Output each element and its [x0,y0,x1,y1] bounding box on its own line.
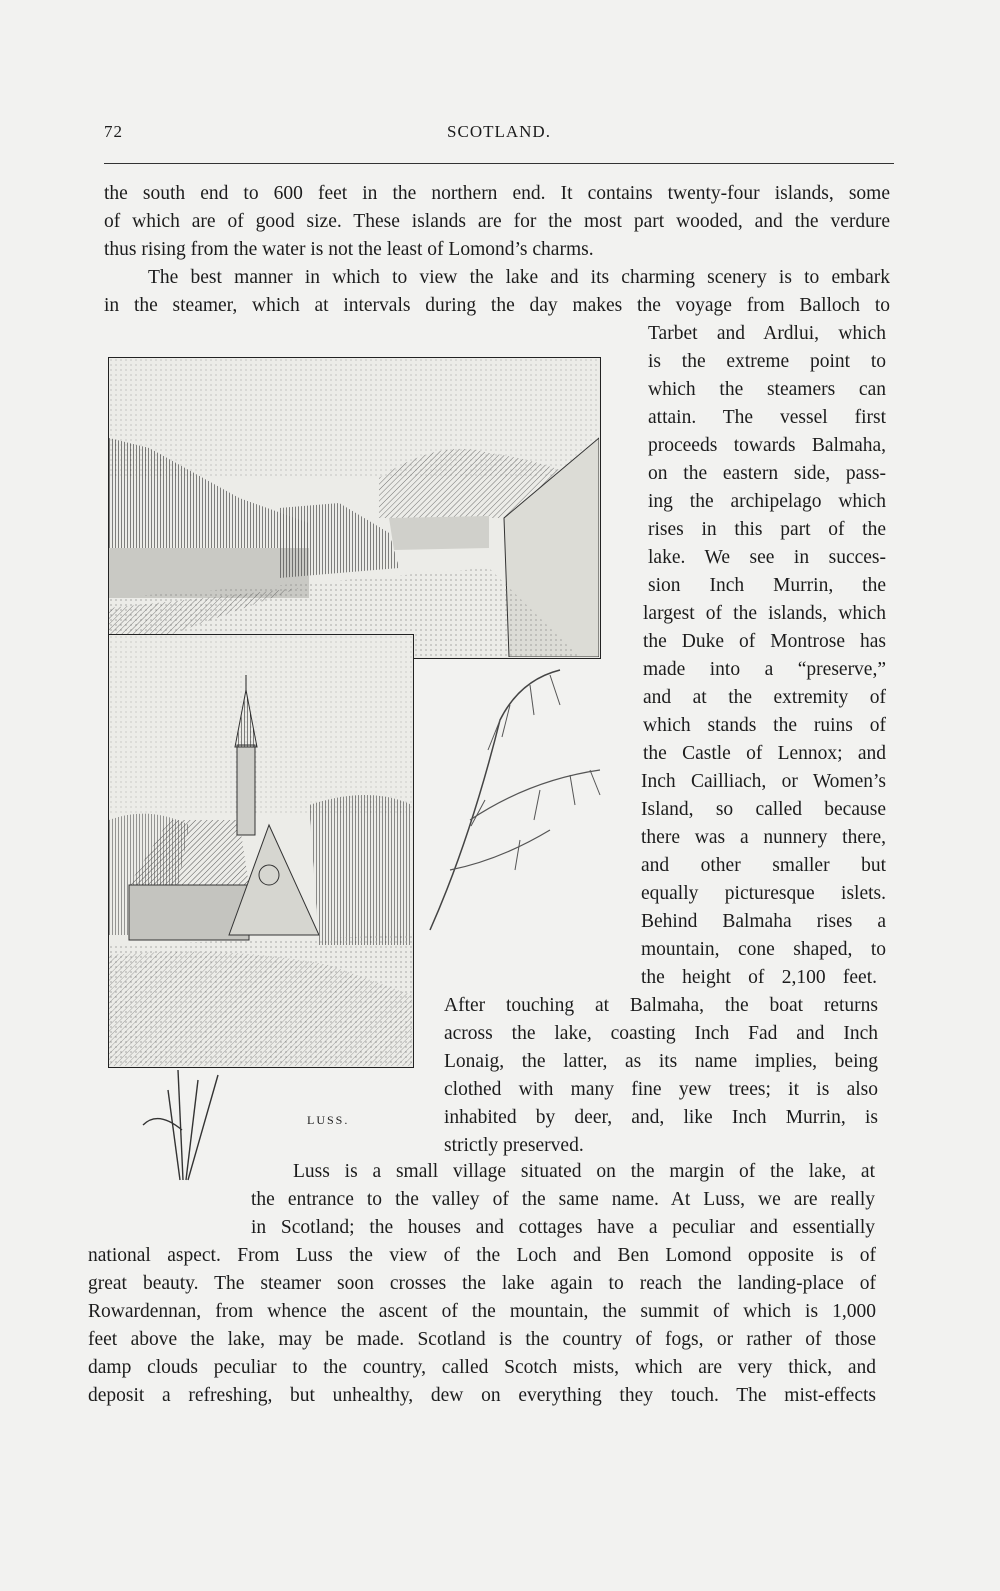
text-line: is the extreme point to [648,351,886,372]
text-line: the south end to 600 feet in the northern end. It contains twenty-four islands, some [104,183,890,204]
luss-church-illustration [108,634,414,1068]
running-head: SCOTLAND. [447,122,551,141]
text-line: Lonaig, the latter, as its name implies, being [444,1051,878,1072]
text-line: proceeds towards Balmaha, [648,435,886,456]
text-line: Island, so called because [641,799,886,820]
text-line: thus rising from the water is not the least of Lomond’s charms. [104,239,594,260]
text-line: national aspect. From Luss the view of the Loch and Ben Lomond opposite is of [88,1245,876,1266]
church-drawing [109,635,412,1066]
foliage-sketch [410,660,610,940]
text-line: of which are of good size. These islands are for the most part wooded, and the verdure [104,211,890,232]
text-line: the Duke of Montrose has [643,631,886,652]
text-line: made into a “preserve,” [643,659,886,680]
text-line: damp clouds peculiar to the country, called Scotch mists, which are very thick, and [88,1357,876,1378]
text-line: Behind Balmaha rises a [641,911,886,932]
text-line: Tarbet and Ardlui, which [648,323,886,344]
text-line: inhabited by deer, and, like Inch Murrin, is [444,1107,878,1128]
text-line: on the eastern side, pass- [648,463,886,484]
village-street-drawing [109,358,599,657]
text-line: lake. We see in succes- [648,547,886,568]
text-line: largest of the islands, which [643,603,886,624]
text-line: feet above the lake, may be made. Scotland is the country of fogs, or rather of those [88,1329,876,1350]
text-line: Luss is a small village situated on the margin of the lake, at [293,1161,875,1182]
text-line: great beauty. The steamer soon crosses the lake again to reach the landing-place of [88,1273,876,1294]
text-line: there was a nunnery there, [641,827,886,848]
text-line: clothed with many fine yew trees; it is also [444,1079,878,1100]
text-line: After touching at Balmaha, the boat returns [444,995,878,1016]
page-number: 72 [104,122,123,141]
text-line: Inch Cailliach, or Women’s [641,771,886,792]
text-line: across the lake, coasting Inch Fad and Inch [444,1023,878,1044]
village-street-illustration [108,357,601,659]
text-line: deposit a refreshing, but unhealthy, dew on everything they touch. The mist-effects [88,1385,876,1406]
text-line: and at the extremity of [643,687,886,708]
text-line: mountain, cone shaped, to [641,939,886,960]
text-line: the height of 2,100 feet. [641,967,877,988]
text-line: strictly preserved. [444,1135,584,1156]
text-line: The best manner in which to view the lake and its charming scenery is to embark [148,267,890,288]
text-line: which stands the ruins of [643,715,886,736]
text-line: sion Inch Murrin, the [648,575,886,596]
text-line: equally picturesque islets. [641,883,886,904]
text-line: Rowardennan, from whence the ascent of the mountain, the summit of which is 1,000 [88,1301,876,1322]
text-line: and other smaller but [641,855,886,876]
text-line: rises in this part of the [648,519,886,540]
text-line: in the steamer, which at intervals during the day makes the voyage from Balloch to [104,295,890,316]
text-line: the Castle of Lennox; and [643,743,886,764]
text-line: the entrance to the valley of the same name. At Luss, we are really [251,1189,875,1210]
reed-sketch [138,1070,228,1190]
text-line: in Scotland; the houses and cottages have a peculiar and essentially [251,1217,875,1238]
text-line: which the steamers can [648,379,886,400]
illustration-caption: LUSS. [307,1113,350,1127]
text-line: attain. The vessel first [648,407,886,428]
page-header [104,122,894,148]
text-line: ing the archipelago which [648,491,886,512]
header-rule [104,163,894,164]
